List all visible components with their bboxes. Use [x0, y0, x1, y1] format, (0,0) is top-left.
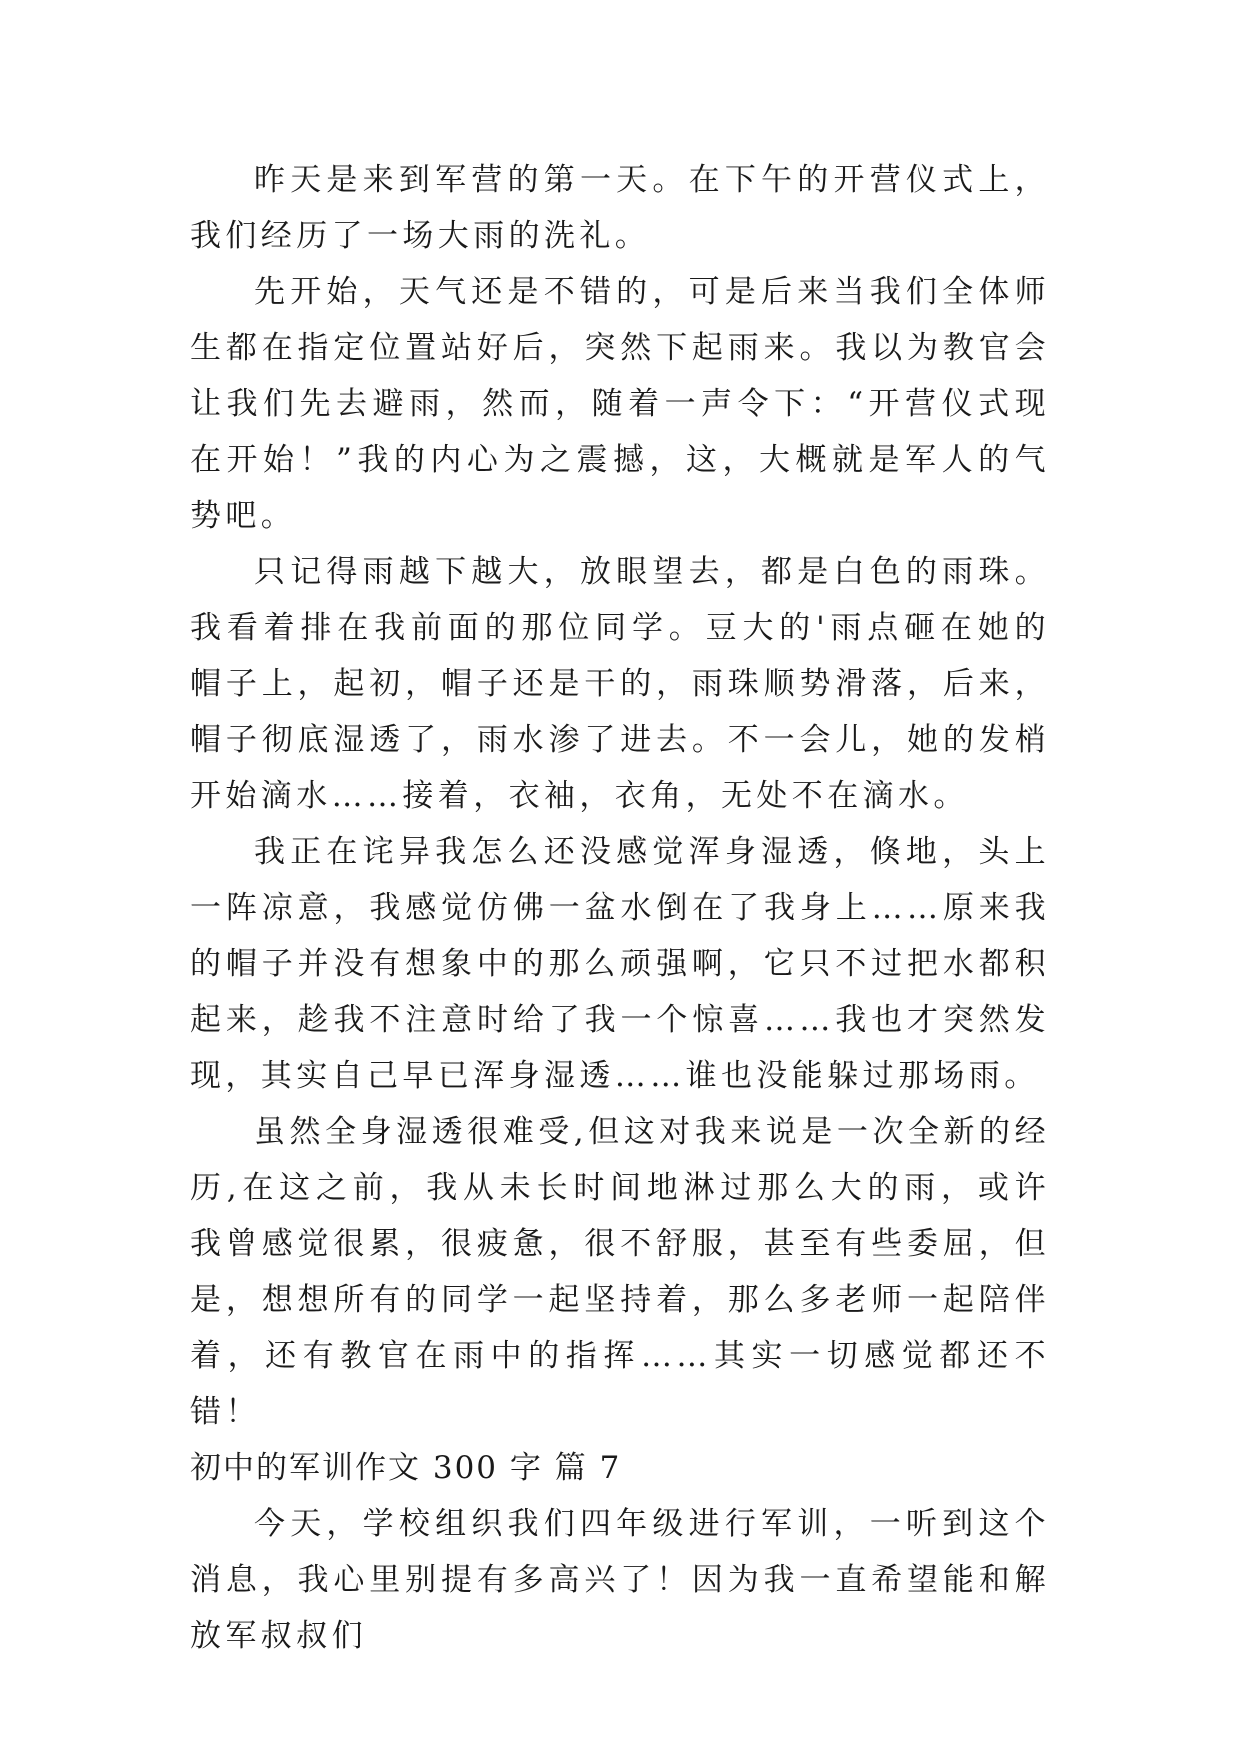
paragraph-3: 只记得雨越下越大，放眼望去，都是白色的雨珠。我看着排在我前面的那位同学。豆大的'雨点砸在她的帽子上，起初，帽子还是干的，雨珠顺势滑落，后来，帽子彻底湿透了，雨水渗了进去。不一会儿，她的发梢开始滴水……接着，衣袖，衣角，无处不在滴水。 — [190, 554, 1050, 814]
section-heading: 初中的军训作文 300 字 篇 7 — [190, 1450, 622, 1486]
paragraph-4: 我正在诧异我怎么还没感觉浑身湿透，倏地，头上一阵凉意，我感觉仿佛一盆水倒在了我身上……原来我的帽子并没有想象中的那么顽强啊，它只不过把水都积起来，趁我不注意时给了我一个惊喜……我也才突然发现，其实自己早已浑身湿透……谁也没能躲过那场雨。 — [190, 834, 1050, 1094]
paragraph-5: 虽然全身湿透很难受,但这对我来说是一次全新的经历,在这之前，我从未长时间地淋过那么大的雨，或许我曾感觉很累，很疲惫，很不舒服，甚至有些委屈，但是，想想所有的同学一起坚持着，那么多老师一起陪伴着，还有教官在雨中的指挥……其实一切感觉都还不错！ — [190, 1114, 1050, 1430]
paragraph-2: 先开始，天气还是不错的，可是后来当我们全体师生都在指定位置站好后，突然下起雨来。我以为教官会让我们先去避雨，然而，随着一声令下：“开营仪式现在开始！”我的内心为之震撼，这，大概就是军人的气势吧。 — [190, 274, 1050, 534]
paragraph-1: 昨天是来到军营的第一天。在下午的开营仪式上，我们经历了一场大雨的洗礼。 — [190, 162, 1050, 254]
document-body — [190, 152, 1050, 1664]
paragraph-6: 今天，学校组织我们四年级进行军训，一听到这个消息，我心里别提有多高兴了！因为我一直希望能和解放军叔叔们 — [190, 1506, 1050, 1654]
